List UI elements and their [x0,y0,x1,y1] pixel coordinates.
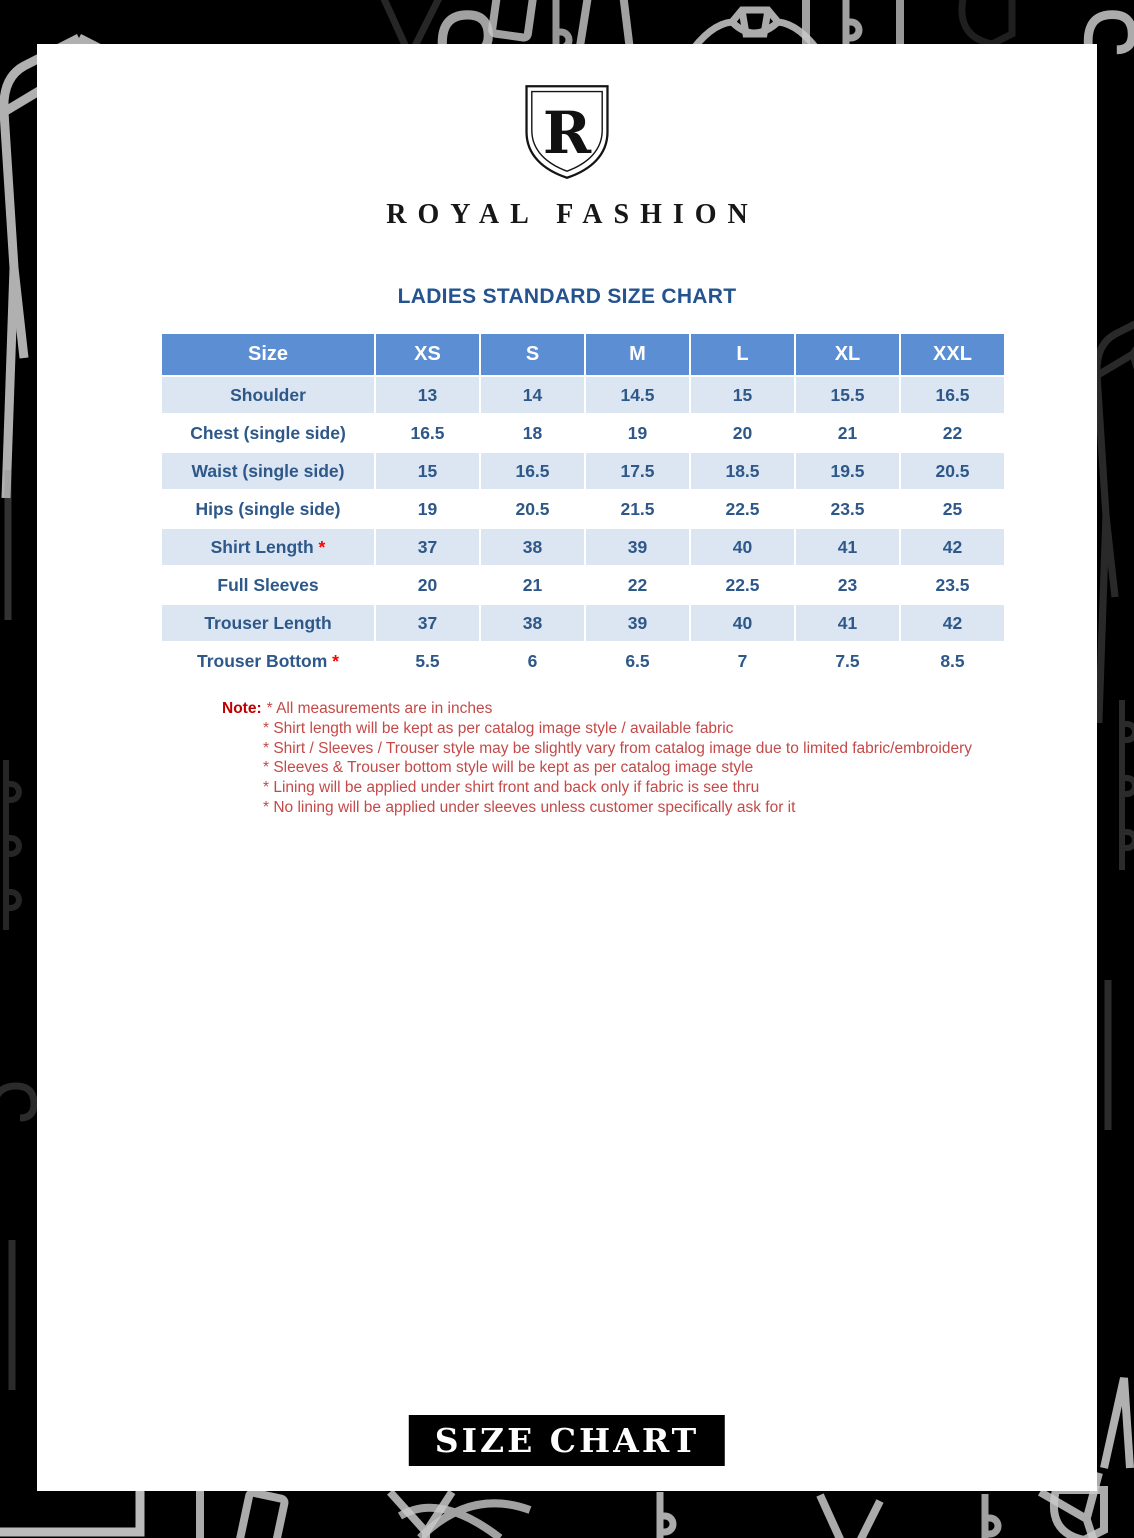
size-value-cell: 19 [375,490,480,528]
note-item: * Lining will be applied under shirt front and back only if fabric is see thru [263,779,760,797]
size-table [160,332,1006,681]
size-value-cell: 15 [375,452,480,490]
size-value-cell: 23.5 [900,566,1005,604]
shield-logo-icon [523,82,611,182]
note-item: * Sleeves & Trouser bottom style will be kept as per catalog image style [263,759,754,777]
size-value-cell: 19.5 [795,452,900,490]
size-value-cell: 41 [795,528,900,566]
header-cell: M [585,333,690,376]
table-row [161,604,1005,642]
header-cell: L [690,333,795,376]
size-value-cell: 19 [585,414,690,452]
size-value-cell: 6.5 [585,642,690,680]
size-value-cell: 14 [480,376,585,414]
size-value-cell: 42 [900,604,1005,642]
size-value-cell: 21 [795,414,900,452]
size-value-cell: 41 [795,604,900,642]
brand-logo [37,82,1097,187]
table-row [161,528,1005,566]
size-value-cell: 22.5 [690,490,795,528]
header-cell: XS [375,333,480,376]
size-value-cell: 18.5 [690,452,795,490]
header-cell: XXL [900,333,1005,376]
row-label: Waist (single side) [161,452,375,490]
size-chart-page [37,44,1097,1491]
notes-section [222,699,1097,818]
size-value-cell: 5.5 [375,642,480,680]
note-item: * No lining will be applied under sleeves unless customer specifically ask for it [263,798,796,816]
header-cell: Size [161,333,375,376]
note-item: * Shirt / Sleeves / Trouser style may be slightly vary from catalog image due to limited fabric/embroidery [263,739,972,757]
size-value-cell: 21 [480,566,585,604]
size-value-cell: 16.5 [900,376,1005,414]
row-label: Shirt Length * [161,528,375,566]
note-list [263,719,1097,818]
size-value-cell: 37 [375,604,480,642]
size-value-cell: 14.5 [585,376,690,414]
size-value-cell: 20.5 [900,452,1005,490]
size-value-cell: 22 [585,566,690,604]
size-value-cell: 15 [690,376,795,414]
red-asterisk: * [313,536,326,557]
size-value-cell: 23 [795,566,900,604]
size-value-cell: 22 [900,414,1005,452]
header-cell: XL [795,333,900,376]
size-value-cell: 7 [690,642,795,680]
table-row [161,414,1005,452]
size-value-cell: 20 [375,566,480,604]
size-value-cell: 6 [480,642,585,680]
size-chart-banner [409,1415,725,1466]
table-row [161,490,1005,528]
table-row [161,452,1005,490]
header-cell: S [480,333,585,376]
size-value-cell: 8.5 [900,642,1005,680]
note-item: * All measurements are in inches [266,700,493,717]
chart-title: LADIES STANDARD SIZE CHART [397,285,737,308]
size-value-cell: 38 [480,604,585,642]
size-value-cell: 22.5 [690,566,795,604]
size-value-cell: 23.5 [795,490,900,528]
size-value-cell: 13 [375,376,480,414]
row-label: Hips (single side) [161,490,375,528]
brand-name: ROYAL FASHION [386,199,759,230]
size-table-head [161,333,1005,376]
row-label: Chest (single side) [161,414,375,452]
table-row [161,642,1005,680]
size-value-cell: 20.5 [480,490,585,528]
row-label: Trouser Bottom * [161,642,375,680]
size-value-cell: 16.5 [375,414,480,452]
size-value-cell: 40 [690,604,795,642]
size-value-cell: 16.5 [480,452,585,490]
note-item: * Shirt length will be kept as per catalog image style / available fabric [263,719,734,737]
logo-monogram: R [542,98,592,168]
size-table-body [161,376,1005,680]
banner-text: SIZE CHART [434,1421,700,1460]
size-value-cell: 21.5 [585,490,690,528]
red-asterisk: * [327,650,339,671]
table-header-row [161,333,1005,376]
size-value-cell: 40 [690,528,795,566]
size-value-cell: 25 [900,490,1005,528]
size-value-cell: 7.5 [795,642,900,680]
size-value-cell: 15.5 [795,376,900,414]
size-value-cell: 17.5 [585,452,690,490]
size-value-cell: 37 [375,528,480,566]
size-value-cell: 38 [480,528,585,566]
size-value-cell: 20 [690,414,795,452]
table-row [161,376,1005,414]
note-label: Note: [222,700,262,717]
size-value-cell: 39 [585,604,690,642]
size-value-cell: 39 [585,528,690,566]
size-value-cell: 18 [480,414,585,452]
note-line [222,699,1097,719]
row-label: Full Sleeves [161,566,375,604]
table-row [161,566,1005,604]
row-label: Trouser Length [161,604,375,642]
row-label: Shoulder [161,376,375,414]
size-value-cell: 42 [900,528,1005,566]
